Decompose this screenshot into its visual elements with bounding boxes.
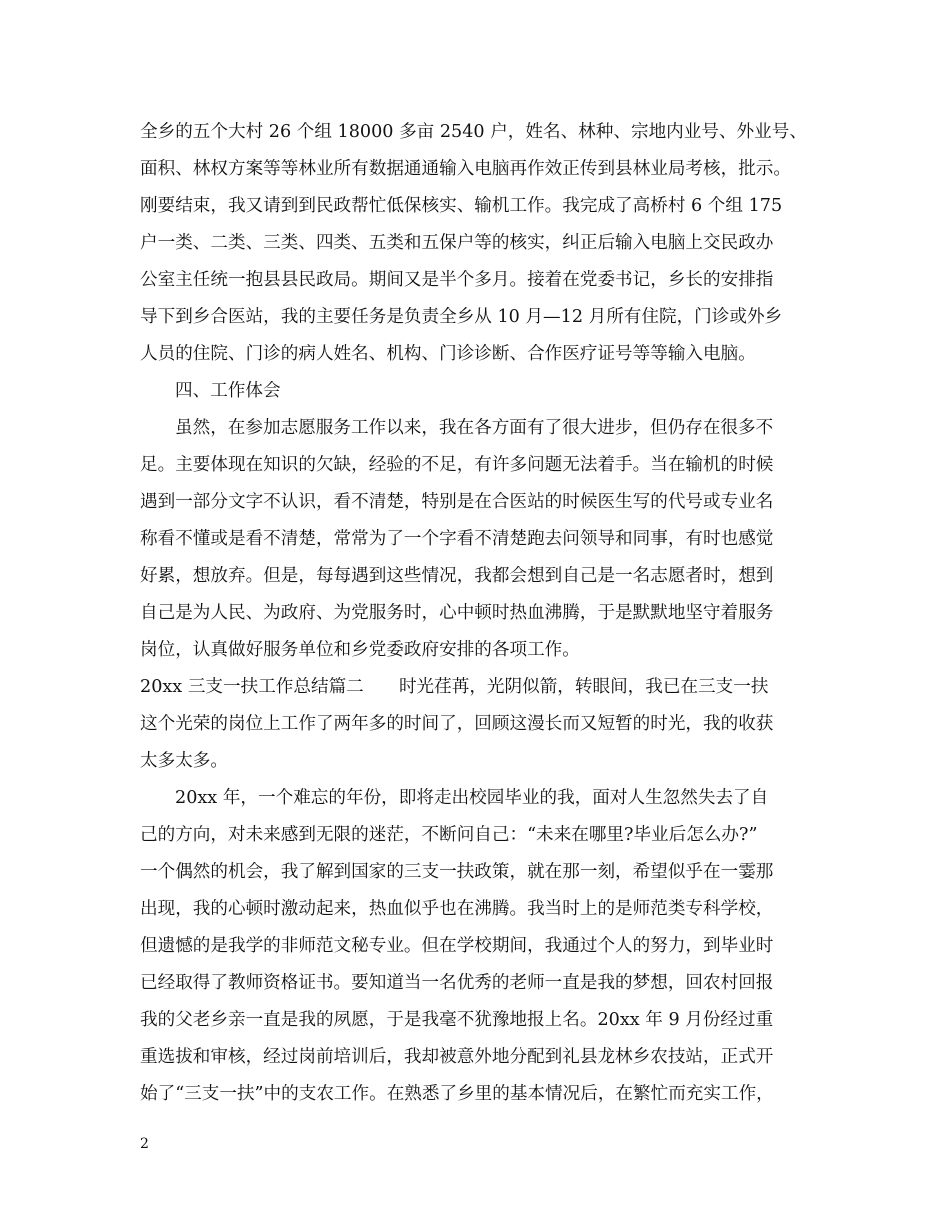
text-line: 我的父老乡亲一直是我的夙愿，于是我毫不犹豫地报上名。20xx 年 9 月份经过重 <box>140 1010 774 1030</box>
text-line: 20xx 三支一扶工作总结篇二 时光荏苒，光阴似箭，转眼间，我已在三支一扶 <box>140 677 769 697</box>
text-line: 称看不懂或是看不清楚，常常为了一个字看不清楚跑去问领导和同事，有时也感觉 <box>140 529 774 549</box>
text-line: 20xx 年，一个难忘的年份，即将走出校园毕业的我，面对人生忽然失去了自 <box>175 788 769 808</box>
text-line: 自己是为人民、为政府、为党服务时，心中顿时热血沸腾，于是默默地坚守着服务 <box>140 603 774 623</box>
text-line: 已经取得了教师资格证书。要知道当一名优秀的老师一直是我的梦想，回农村回报 <box>140 973 774 993</box>
text-line: 岗位，认真做好服务单位和乡党委政府安排的各项工作。 <box>140 640 580 660</box>
text-line: 出现，我的心顿时激动起来，热血似乎也在沸腾。我当时上的是师范类专科学校， <box>140 899 774 919</box>
text-line: 遇到一部分文字不认识，看不清楚，特别是在合医站的时候医生写的代号或专业名 <box>140 492 774 512</box>
text-line: 导下到乡合医站，我的主要任务是负责全乡从 10 月—12 月所有住院，门诊或外乡 <box>140 307 783 327</box>
text-line: 始了“三支一扶”中的支农工作。在熟悉了乡里的基本情况后，在繁忙而充实工作， <box>140 1084 774 1104</box>
text-line: 这个光荣的岗位上工作了两年多的时间了，回顾这漫长而又短暂的时光，我的收获 <box>140 714 774 734</box>
text-line: 刚要结束，我又请到到民政帮忙低保核实、输机工作。我完成了高桥村 6 个组 175 <box>140 196 783 216</box>
text-line: 全乡的五个大村 26 个组 18000 多亩 2540 户，姓名、林种、宗地内业号、外业号、 <box>140 122 807 142</box>
page-number: 2 <box>140 1136 149 1152</box>
text-line: 好累，想放弃。但是，每每遇到这些情况，我都会想到自己是一名志愿者时，想到 <box>140 566 774 586</box>
text-line: 重选拔和审核，经过岗前培训后，我却被意外地分配到礼县龙林乡农技站，正式开 <box>140 1047 774 1067</box>
text-line: 太多太多。 <box>140 751 228 771</box>
text-line: 足。主要体现在知识的欠缺，经验的不足，有许多问题无法着手。当在输机的时候 <box>140 455 774 475</box>
text-line: 但遗憾的是我学的非师范文秘专业。但在学校期间，我通过个人的努力，到毕业时 <box>140 936 774 956</box>
text-line: 公室主任统一抱县县民政局。期间又是半个多月。接着在党委书记，乡长的安排指 <box>140 270 774 290</box>
text-line: 四、工作体会 <box>175 381 281 401</box>
text-line: 人员的住院、门诊的病人姓名、机构、门诊诊断、合作医疗证号等等输入电脑。 <box>140 344 756 364</box>
text-line: 一个偶然的机会，我了解到国家的三支一扶政策，就在那一刻，希望似乎在一霎那 <box>140 862 774 882</box>
document-body <box>140 114 825 1113</box>
text-line: 户一类、二类、三类、四类、五类和五保户等的核实，纠正后输入电脑上交民政办 <box>140 233 774 253</box>
text-line: 虽然，在参加志愿服务工作以来，我在各方面有了很大进步，但仍存在很多不 <box>175 418 774 438</box>
text-line: 面积、林权方案等等林业所有数据通通输入电脑再作效正传到县林业局考核，批示。 <box>140 159 791 179</box>
text-line: 己的方向，对未来感到无限的迷茫，不断问自己：“未来在哪里?毕业后怎么办?” <box>140 825 758 845</box>
